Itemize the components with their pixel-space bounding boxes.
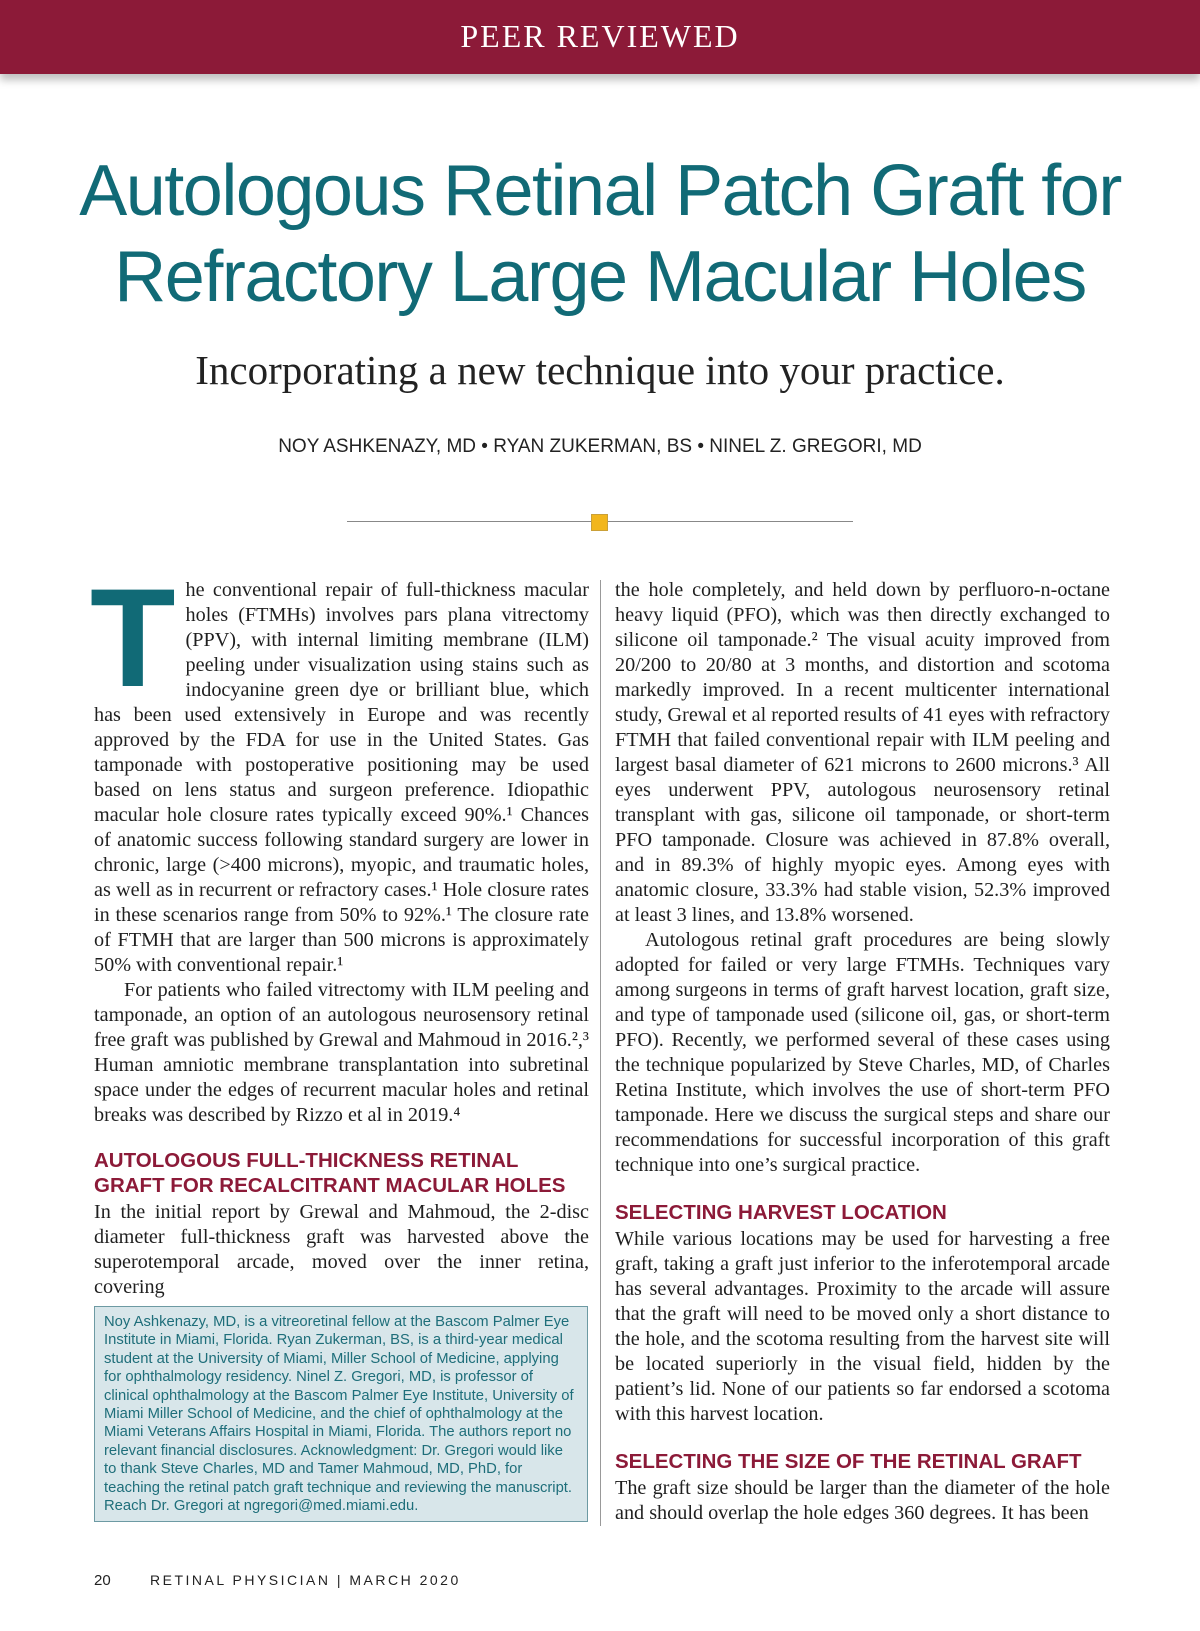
column-divider bbox=[600, 580, 601, 1526]
body-paragraph: The graft size should be larger than the diameter of the hole and should overlap the hole edges 360 degrees. It has been bbox=[615, 1477, 1110, 1524]
section-heading-graft-size: SELECTING THE SIZE OF THE RETINAL GRAFT bbox=[615, 1450, 1082, 1473]
section-heading-harvest-location: SELECTING HARVEST LOCATION bbox=[615, 1201, 947, 1224]
body-paragraph: Autologous retinal graft procedures are being slowly adopted for failed or very large FTMHs. Techniques vary among surgeons in terms of graft harvest location, graft size, and type of tamponade used (silicone oil, gas, or short-term PFO). Recently, we performed several of these cases using the technique popularized by Steve Charles, MD, of Charles Retina Institute, which involves the use of short-term PFO tamponade. Here we discuss the surgical steps and share our recommendations for successful incorporation of this graft technique into one’s surgical practice. bbox=[615, 929, 1110, 1176]
section-label: PEER REVIEWED bbox=[460, 18, 740, 54]
article-title bbox=[40, 148, 1160, 320]
intro-paragraph-text: he conventional repair of full-thickness macular holes (FTMHs) involves pars plana vitrectomy (PPV), with internal limiting membrane (ILM) peeling under visualization using stains such as indocyanine green dye or brilliant blue, which has been used extensively in Europe and was recently approved by the FDA for use in the United States. Gas tamponade with postoperative positioning may be used based on lens status and surgeon preference. Idiopathic macular hole closure rates typically exceed 90%.¹ Chances of anatomic success following standard surgery are lower in chronic, large (>400 microns), myopic, and traumatic holes, as well as in recurrent or refractory cases.¹ Hole closure rates in these scenarios range from 50% to 92%.¹ The closure rate of FTMH that are larger than 500 microns is approximately 50% with conventional repair.¹ bbox=[94, 579, 589, 976]
left-column bbox=[90, 559, 589, 1300]
article-title-line-2: Refractory Large Macular Holes bbox=[114, 237, 1086, 317]
section-heading-autologous-graft: AUTOLOGOUS FULL-THICKNESS RETINAL GRAFT FOR RECALCITRANT MACULAR HOLES bbox=[94, 1149, 566, 1197]
article-title-line-1: Autologous Retinal Patch Graft for bbox=[79, 151, 1121, 231]
body-paragraph: While various locations may be used for harvesting a free graft, taking a graft just inferior to the inferotemporal arcade has several advantages. Proximity to the arcade will assure that the graft will need to be moved only a short distance to the hole, and the scotoma resulting from the harvest site will be located superiorly in the visual field, hidden by the patient’s lid. None of our patients so far endorsed a scotoma with this harvest location. bbox=[615, 1228, 1110, 1425]
drop-cap: T bbox=[90, 559, 176, 716]
author-byline: NOY ASHKENAZY, MD • RYAN ZUKERMAN, BS • NINEL Z. GREGORI, MD bbox=[278, 436, 922, 457]
intro-paragraph bbox=[90, 559, 589, 978]
right-column bbox=[615, 578, 1110, 1526]
body-paragraph: In the initial report by Grewal and Mahmoud, the 2-disc diameter full-thickness graft was harvested above the superotemporal arcade, moved over the inner retina, covering bbox=[94, 1201, 589, 1298]
page-number: 20 bbox=[94, 1572, 111, 1589]
divider-square-ornament bbox=[591, 514, 608, 531]
header-banner bbox=[0, 0, 1200, 74]
article-subtitle: Incorporating a new technique into your practice. bbox=[195, 347, 1005, 393]
body-paragraph: For patients who failed vitrectomy with ILM peeling and tamponade, an option of an autologous neurosensory retinal free graft was published by Grewal and Mahmoud in 2016.²,³ Human amniotic membrane transplantation into subretinal space under the edges of recurrent macular holes and retinal breaks was described by Rizzo et al in 2019.⁴ bbox=[94, 979, 589, 1126]
publication-info: RETINAL PHYSICIAN | MARCH 2020 bbox=[150, 1572, 461, 1588]
body-paragraph: the hole completely, and held down by perfluoro-n-octane heavy liquid (PFO), which was then directly exchanged to silicone oil tamponade.² The visual acuity improved from 20/200 to 20/80 at 3 months, and distortion and scotoma markedly improved. In a recent multicenter international study, Grewal et al reported results of 41 eyes with refractory FTMH that failed conventional repair with ILM peeling and largest basal diameter of 621 microns to 2600 microns.³ All eyes underwent PPV, autologous neurosensory retinal transplant with gas, silicone oil tamponade, or short-term PFO tamponade. Closure was achieved in 87.8% overall, and in 89.3% of highly myopic eyes. Among eyes with anatomic closure, 33.3% had stable vision, 52.3% improved at least 3 lines, and 13.8% worsened. bbox=[615, 579, 1110, 926]
author-info-box: Noy Ashkenazy, MD, is a vitreoretinal fellow at the Bascom Palmer Eye Institute in Miami, Florida. Ryan Zukerman, BS, is a third-year medical student at the University of Miami, Miller School of Medicine, applying for ophthalmology residency. Ninel Z. Gregori, MD, is professor of clinical ophthalmology at the Bascom Palmer Eye Institute, University of Miami Miller School of Medicine, and the chief of ophthalmology at the Miami Veterans Affairs Hospital in Miami, Florida. The authors report no relevant financial disclosures. Acknowledgment: Dr. Gregori would like to thank Steve Charles, MD and Tamer Mahmoud, MD, PhD, for teaching the retinal patch graft technique and reviewing the manuscript. Reach Dr. Gregori at ngregori@med.miami.edu. bbox=[94, 1306, 588, 1522]
